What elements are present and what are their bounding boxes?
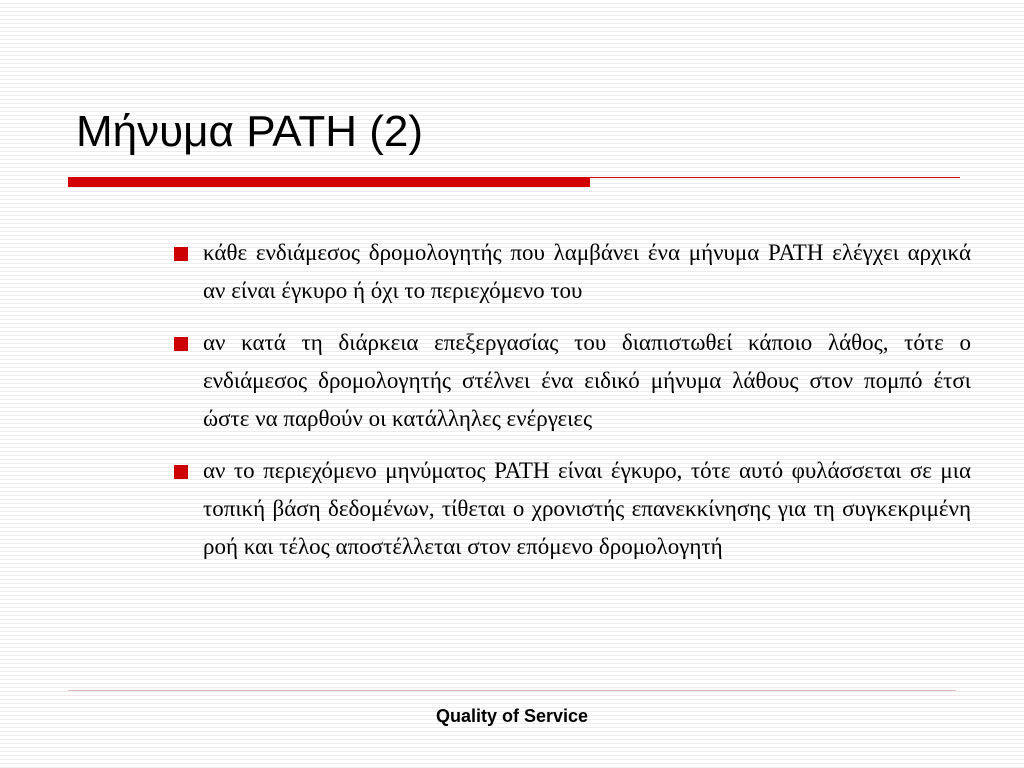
title-underline-thick [68,177,590,187]
footer-divider [68,690,956,691]
bullet-item [171,452,971,566]
bullet-list [171,234,971,580]
bullet-item [171,234,971,310]
bullet-text: αν το περιεχόμενο μηνύματος PATH είναι έγκυρο, τότε αυτό φυλάσσεται σε μια τοπική βάση δεδομένων, τίθεται ο χρονιστής επανεκκίνησης για τη συγκεκριμένη ροή και τέλος αποστέλλεται στον επόμενο δρομολογητή [203,458,971,559]
slide-title: Μήνυμα PATH (2) [76,107,424,156]
square-bullet-icon [174,337,188,351]
footer-label: Quality of Service [435,706,589,726]
bullet-text: κάθε ενδιάμεσος δρομολογητής που λαμβάνει ένα μήνυμα PATH ελέγχει αρχικά αν είναι έγκυρο ή όχι το περιεχόμενο του [203,240,971,303]
bullet-item [171,324,971,438]
title-underline-thin [590,177,960,178]
square-bullet-icon [174,465,188,479]
square-bullet-icon [174,247,188,261]
bullet-text: αν κατά τη διάρκεια επεξεργασίας του διαπιστωθεί κάποιο λάθος, τότε ο ενδιάμεσος δρομολογητής στέλνει ένα ειδικό μήνυμα λάθους στον πομπό έτσι ώστε να παρθούν οι κατάλληλες ενέργειες [203,330,971,431]
